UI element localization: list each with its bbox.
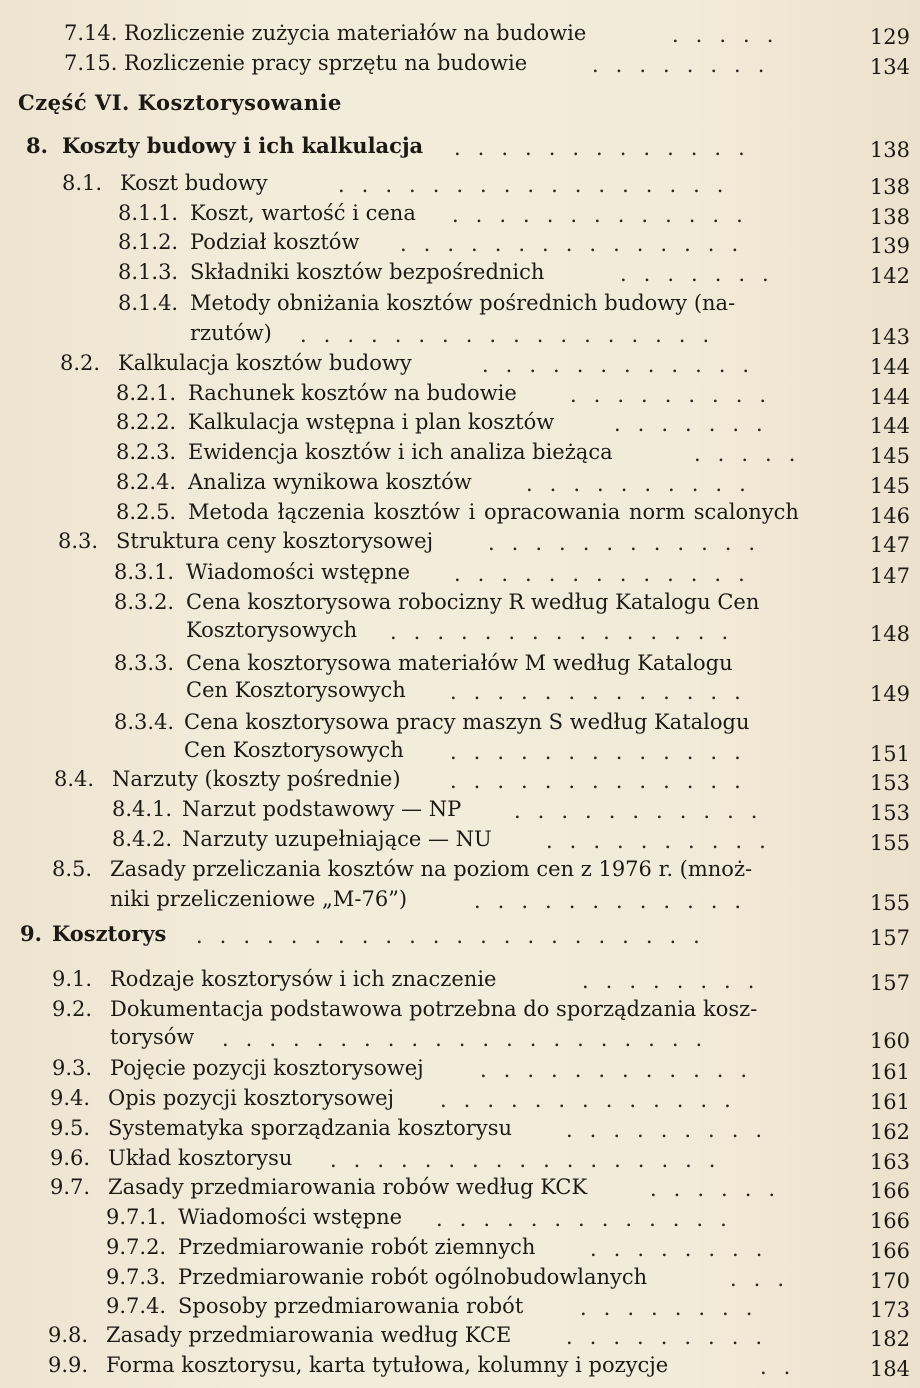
leader-dots: ......... bbox=[566, 1325, 780, 1349]
page-number: 145 bbox=[869, 444, 910, 468]
entry-number: 8.1.4. bbox=[118, 291, 179, 315]
page-number: 162 bbox=[869, 1120, 910, 1144]
entry-title: Składniki kosztów bezpośrednich bbox=[190, 260, 545, 284]
toc-entry bbox=[0, 1055, 920, 1085]
page-number: 129 bbox=[869, 25, 910, 49]
part-title: Część VI. Kosztorysowanie bbox=[18, 90, 342, 115]
entry-title: Narzuty uzupełniające — NU bbox=[182, 827, 492, 851]
entry-number: 9.3. bbox=[52, 1056, 93, 1080]
toc-entry bbox=[0, 20, 920, 50]
toc-entry bbox=[0, 439, 920, 469]
leader-dots: ................. bbox=[338, 173, 741, 197]
entry-title: Opis pozycji kosztorysowej bbox=[108, 1086, 395, 1110]
page-number: 170 bbox=[869, 1269, 910, 1293]
entry-title: Przedmiarowanie robót ziemnych bbox=[178, 1235, 536, 1259]
leader-dots: ............. bbox=[440, 1088, 748, 1112]
toc-entry bbox=[0, 200, 920, 230]
entry-number: 9. bbox=[20, 921, 42, 946]
leader-dots: ............. bbox=[450, 769, 758, 793]
entry-title-continued: Cen Kosztorysowych bbox=[184, 738, 404, 762]
page-number: 134 bbox=[869, 55, 910, 79]
page-number: 149 bbox=[869, 682, 910, 706]
leader-dots: ............ bbox=[480, 1058, 765, 1082]
entry-title: Przedmiarowanie robót ogólnobudowlanych bbox=[178, 1265, 648, 1289]
entry-title: Rachunek kosztów na budowie bbox=[188, 381, 517, 405]
page-number: 144 bbox=[869, 414, 910, 438]
toc-entry bbox=[0, 1145, 920, 1175]
entry-number: 9.9. bbox=[48, 1353, 89, 1377]
entry-title: Sposoby przedmiarowania robót bbox=[178, 1294, 524, 1318]
leader-dots: ............ bbox=[474, 889, 759, 913]
leader-dots: .................. bbox=[300, 323, 727, 347]
entry-title: Zasady przeliczania kosztów na poziom cen z 1976 r. (mnoż- bbox=[110, 857, 753, 881]
entry-title: Struktura ceny kosztorysowej bbox=[116, 529, 434, 553]
entry-number: 8.1.2. bbox=[118, 230, 179, 254]
toc-entry bbox=[0, 559, 920, 589]
leader-dots: ..................... bbox=[222, 1027, 720, 1051]
entry-title: Ewidencja kosztów i ich analiza bieżąca bbox=[188, 440, 613, 464]
toc-entry bbox=[0, 350, 920, 380]
leader-dots: ............ bbox=[482, 353, 767, 377]
entry-title-continued: Kosztorysowych bbox=[186, 618, 358, 642]
page-number: 173 bbox=[869, 1298, 910, 1322]
entry-number: 8.2.3. bbox=[116, 440, 177, 464]
toc-entry bbox=[0, 1174, 920, 1204]
leader-dots: ................. bbox=[330, 1148, 733, 1172]
page-number: 155 bbox=[869, 831, 910, 855]
entry-number: 8.3. bbox=[58, 529, 99, 553]
entry-number: 8.2.2. bbox=[116, 410, 177, 434]
leader-dots: ........ bbox=[590, 1237, 780, 1261]
toc-entry bbox=[0, 528, 920, 558]
page-number: 143 bbox=[869, 325, 910, 349]
leader-dots: ...................... bbox=[196, 924, 717, 948]
entry-number: 9.7.2. bbox=[106, 1235, 167, 1259]
entry-title: Metoda łączenia kosztów i opracowania norm scalonych bbox=[188, 500, 799, 524]
entry-title: Rozliczenie pracy sprzętu na budowie bbox=[124, 51, 528, 75]
entry-number: 7.14. bbox=[64, 21, 118, 45]
toc-entry bbox=[0, 1234, 920, 1264]
page-number: 166 bbox=[869, 1239, 910, 1263]
leader-dots: ....... bbox=[614, 412, 780, 436]
entry-title: Koszt, wartość i cena bbox=[190, 201, 416, 225]
toc-entry bbox=[0, 766, 920, 796]
entry-title: Koszt budowy bbox=[120, 171, 268, 195]
entry-number: 9.8. bbox=[48, 1323, 89, 1347]
page-number: 139 bbox=[869, 234, 910, 258]
toc-entry bbox=[0, 229, 920, 259]
page-number: 147 bbox=[869, 564, 910, 588]
toc-entry bbox=[0, 856, 920, 914]
toc-entry bbox=[0, 1352, 920, 1382]
leader-dots: ............. bbox=[450, 740, 758, 764]
entry-number: 9.7.3. bbox=[106, 1265, 167, 1289]
entry-title: Rodzaje kosztorysów i ich znaczenie bbox=[110, 967, 497, 991]
entry-title: Koszty budowy i ich kalkulacja bbox=[62, 133, 424, 158]
toc-entry bbox=[0, 709, 920, 765]
entry-number: 8.1. bbox=[62, 171, 103, 195]
toc-entry bbox=[0, 796, 920, 826]
leader-dots: ...... bbox=[650, 1177, 793, 1201]
entry-number: 8.3.1. bbox=[114, 560, 175, 584]
toc-entry bbox=[0, 409, 920, 439]
entry-number: 7.15. bbox=[64, 51, 118, 75]
entry-number: 8.2.1. bbox=[116, 381, 177, 405]
page-number: 138 bbox=[869, 138, 910, 162]
entry-title: Podział kosztów bbox=[190, 230, 360, 254]
leader-dots: .......... bbox=[526, 472, 763, 496]
page-number: 161 bbox=[869, 1060, 910, 1084]
part-heading bbox=[0, 90, 920, 120]
entry-title: Kalkulacja wstępna i plan kosztów bbox=[188, 410, 555, 434]
toc-entry bbox=[0, 50, 920, 80]
entry-number: 8.4.1. bbox=[112, 797, 173, 821]
entry-number: 8.1.3. bbox=[118, 260, 179, 284]
leader-dots: ........... bbox=[514, 799, 775, 823]
entry-number: 9.1. bbox=[52, 967, 93, 991]
page-number: 160 bbox=[869, 1029, 910, 1053]
entry-title: Wiadomości wstępne bbox=[186, 560, 411, 584]
page-number: 157 bbox=[869, 971, 910, 995]
toc-entry bbox=[0, 966, 920, 996]
toc-entry bbox=[0, 170, 920, 200]
leader-dots: ....... bbox=[620, 262, 786, 286]
entry-number: 8.3.3. bbox=[114, 651, 175, 675]
leader-dots: ........ bbox=[582, 969, 772, 993]
toc-entry bbox=[0, 1322, 920, 1352]
entry-title: Analiza wynikowa kosztów bbox=[188, 470, 472, 494]
toc-entry bbox=[0, 921, 920, 951]
entry-title: Wiadomości wstępne bbox=[178, 1205, 403, 1229]
page-number: 144 bbox=[869, 385, 910, 409]
entry-number: 8.5. bbox=[52, 857, 93, 881]
toc-entry bbox=[0, 1204, 920, 1234]
entry-title: Kosztorys bbox=[52, 921, 167, 946]
toc-entry bbox=[0, 650, 920, 705]
leader-dots: ............... bbox=[390, 620, 746, 644]
toc-entry bbox=[0, 290, 920, 348]
page-number: 166 bbox=[869, 1179, 910, 1203]
entry-title-continued: Cen Kosztorysowych bbox=[186, 678, 406, 702]
page-number: 184 bbox=[869, 1357, 910, 1381]
entry-title: Zasady przedmiarowania robów według KCK bbox=[108, 1175, 588, 1199]
entry-number: 8.3.2. bbox=[114, 590, 175, 614]
entry-title: Rozliczenie zużycia materiałów na budowie bbox=[124, 21, 587, 45]
toc-entry bbox=[0, 1264, 920, 1294]
leader-dots: ... bbox=[730, 1267, 802, 1291]
toc-entry bbox=[0, 499, 920, 529]
entry-title-continued: torysów bbox=[110, 1025, 195, 1049]
entry-title-continued: rzutów) bbox=[190, 321, 272, 345]
toc-entry bbox=[0, 589, 920, 645]
leader-dots: ......... bbox=[566, 1118, 780, 1142]
entry-title: Cena kosztorysowa robocizny R według Katalogu Cen bbox=[186, 590, 760, 614]
toc-entry bbox=[0, 380, 920, 410]
entry-title-continued: niki przeliczeniowe „M-76”) bbox=[110, 887, 408, 911]
page-number: 155 bbox=[869, 891, 910, 915]
entry-title: Cena kosztorysowa materiałów M według Katalogu bbox=[186, 651, 733, 675]
entry-number: 8. bbox=[26, 133, 48, 158]
entry-title: Pojęcie pozycji kosztorysowej bbox=[110, 1056, 424, 1080]
page-number: 166 bbox=[869, 1209, 910, 1233]
toc-entry bbox=[0, 996, 920, 1052]
entry-number: 9.7.1. bbox=[106, 1205, 167, 1229]
page-number: 182 bbox=[869, 1327, 910, 1351]
entry-number: 9.7.4. bbox=[106, 1294, 167, 1318]
leader-dots: ............. bbox=[436, 1207, 744, 1231]
entry-title: Układ kosztorysu bbox=[108, 1146, 293, 1170]
entry-title: Zasady przedmiarowania według KCE bbox=[106, 1323, 512, 1347]
page-number: 146 bbox=[869, 504, 910, 528]
page-number: 138 bbox=[869, 175, 910, 199]
entry-number: 8.2.4. bbox=[116, 470, 177, 494]
page-number: 147 bbox=[869, 533, 910, 557]
entry-number: 8.3.4. bbox=[114, 710, 175, 734]
entry-number: 8.2. bbox=[60, 351, 101, 375]
page-number: 145 bbox=[869, 474, 910, 498]
toc-entry bbox=[0, 1085, 920, 1115]
entry-number: 9.6. bbox=[50, 1146, 91, 1170]
leader-dots: ............. bbox=[450, 680, 758, 704]
entry-title: Systematyka sporządzania kosztorysu bbox=[108, 1116, 512, 1140]
page-number: 153 bbox=[869, 801, 910, 825]
entry-title: Kalkulacja kosztów budowy bbox=[118, 351, 412, 375]
entry-number: 9.7. bbox=[50, 1175, 91, 1199]
page-number: 151 bbox=[869, 742, 910, 766]
page-number: 148 bbox=[869, 622, 910, 646]
leader-dots: ............... bbox=[400, 232, 756, 256]
toc-entry bbox=[0, 469, 920, 499]
page-number: 157 bbox=[869, 926, 910, 950]
leader-dots: .. bbox=[760, 1355, 808, 1379]
page-number: 153 bbox=[869, 771, 910, 795]
entry-number: 9.5. bbox=[50, 1116, 91, 1140]
page-number: 142 bbox=[869, 264, 910, 288]
page-number: 138 bbox=[869, 205, 910, 229]
entry-title: Dokumentacja podstawowa potrzebna do sporządzania kosz- bbox=[110, 997, 758, 1021]
leader-dots: ........ bbox=[580, 1296, 770, 1320]
toc-entry bbox=[0, 259, 920, 289]
entry-number: 8.4. bbox=[54, 767, 95, 791]
leader-dots: ............ bbox=[488, 531, 773, 555]
leader-dots: ............. bbox=[452, 203, 760, 227]
leader-dots: ............. bbox=[454, 562, 762, 586]
leader-dots: ......... bbox=[570, 383, 784, 407]
entry-number: 9.4. bbox=[50, 1086, 91, 1110]
entry-number: 8.1.1. bbox=[118, 201, 179, 225]
leader-dots: ............. bbox=[454, 136, 762, 160]
page-number: 144 bbox=[869, 355, 910, 379]
page-number: 163 bbox=[869, 1150, 910, 1174]
leader-dots: ..... bbox=[694, 442, 813, 466]
toc-entry bbox=[0, 133, 920, 163]
leader-dots: ........ bbox=[592, 53, 782, 77]
leader-dots: .......... bbox=[546, 829, 783, 853]
entry-title: Forma kosztorysu, karta tytułowa, kolumny i pozycje bbox=[106, 1353, 669, 1377]
entry-number: 9.2. bbox=[52, 997, 93, 1021]
entry-title: Narzut podstawowy — NP bbox=[182, 797, 462, 821]
leader-dots: ..... bbox=[672, 23, 791, 47]
entry-title: Metody obniżania kosztów pośrednich budowy (na- bbox=[190, 291, 736, 315]
entry-number: 8.4.2. bbox=[112, 827, 173, 851]
toc-entry bbox=[0, 826, 920, 856]
page-number: 161 bbox=[869, 1090, 910, 1114]
toc-entry bbox=[0, 1115, 920, 1145]
entry-number: 8.2.5. bbox=[116, 500, 177, 524]
toc-entry bbox=[0, 1293, 920, 1323]
entry-title: Cena kosztorysowa pracy maszyn S według Katalogu bbox=[184, 710, 750, 734]
entry-title: Narzuty (koszty pośrednie) bbox=[112, 767, 401, 791]
